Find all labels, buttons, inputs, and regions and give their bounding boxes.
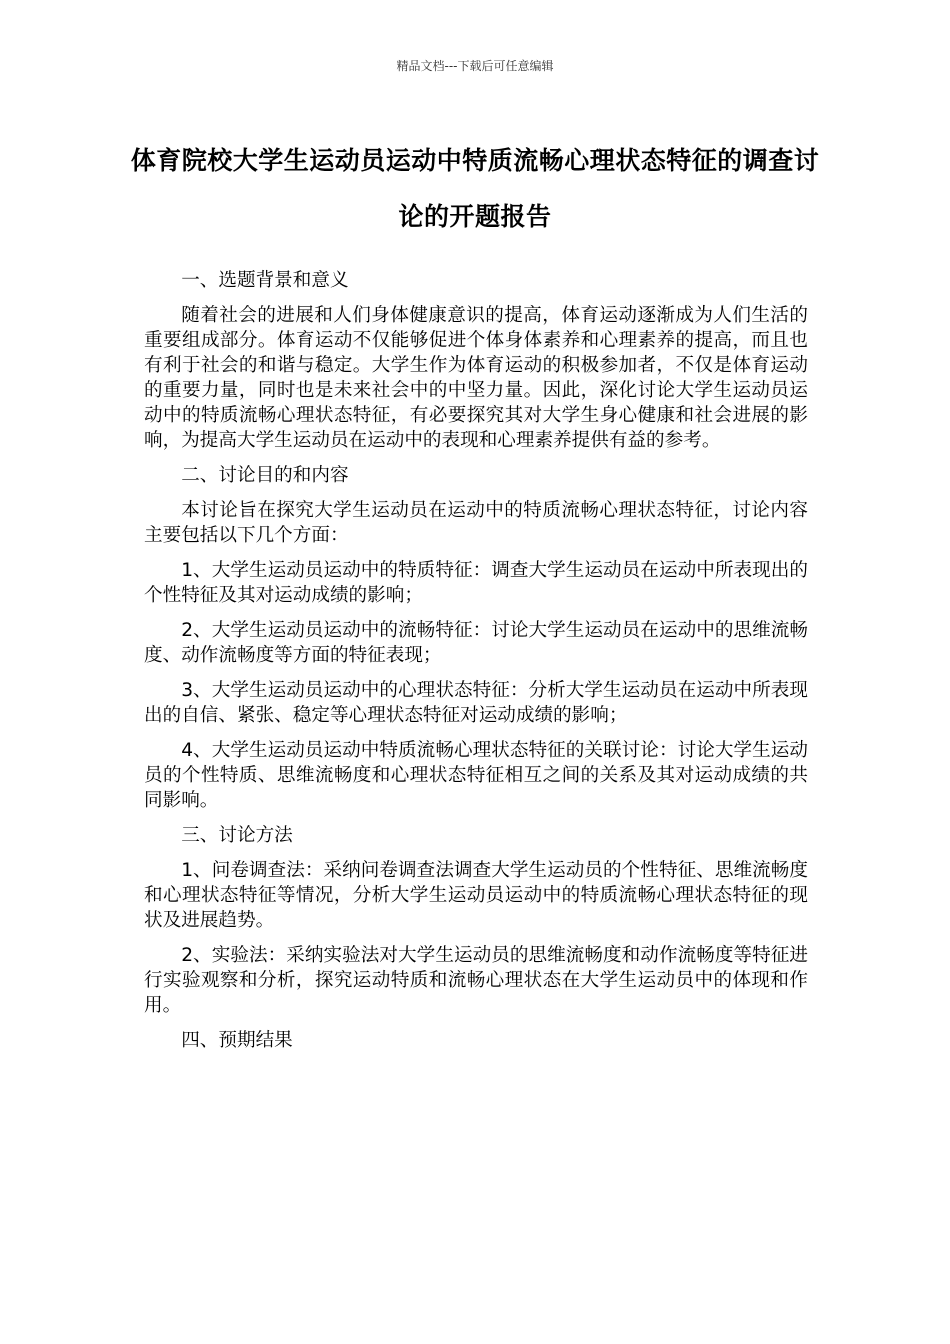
section-heading-purpose: 二、讨论目的和内容 xyxy=(181,465,349,486)
paragraph-background: 随着社会的进展和人们身体健康意识的提高，体育运动逐渐成为人们生活的重要组成部分。体育运动不仅能够促进个体身体素养和心理素养的提高，而且也有利于社会的和谐与稳定。大学生作为体育运动的积极参加者，不仅是体育运动的重要力量，同时也是未来社会中的中坚力量。因此，深化讨论大学生运动员运动中的特质流畅心理状态特征，有必要探究其对大学生身心健康和社会进展的影响，为提高大学生运动员在运动中的表现和心理素养提供有益的参考。 xyxy=(144,305,808,451)
list-item-purpose-3: 3、大学生运动员运动中的心理状态特征：分析大学生运动员在运动中所表现出的自信、紧张、稳定等心理状态特征对运动成绩的影响； xyxy=(144,680,808,726)
document-body xyxy=(144,268,808,1063)
section-heading-methods: 三、讨论方法 xyxy=(181,825,293,846)
list-item-purpose-4: 4、大学生运动员运动中特质流畅心理状态特征的关联讨论：讨论大学生运动员的个性特质、思维流畅度和心理状态特征相互之间的关系及其对运动成绩的共同影响。 xyxy=(144,740,808,811)
section-heading-expected-results: 四、预期结果 xyxy=(181,1030,293,1051)
list-item-purpose-1: 1、大学生运动员运动中的特质特征：调查大学生运动员在运动中所表现出的个性特征及其对运动成绩的影响； xyxy=(144,560,808,606)
list-item-method-1: 1、问卷调查法：采纳问卷调查法调查大学生运动员的个性特征、思维流畅度和心理状态特征等情况，分析大学生运动员运动中的特质流畅心理状态特征的现状及进展趋势。 xyxy=(144,860,808,931)
header-note: 精品文档---下载后可任意编辑 xyxy=(396,59,554,73)
document-title: 体育院校大学生运动员运动中特质流畅心理状态特征的调查讨论的开题报告 xyxy=(130,146,820,231)
section-heading-background: 一、选题背景和意义 xyxy=(181,270,349,291)
paragraph-purpose-intro: 本讨论旨在探究大学生运动员在运动中的特质流畅心理状态特征，讨论内容主要包括以下几个方面： xyxy=(144,500,808,546)
list-item-purpose-2: 2、大学生运动员运动中的流畅特征：讨论大学生运动员在运动中的思维流畅度、动作流畅度等方面的特征表现； xyxy=(144,620,808,666)
list-item-method-2: 2、实验法：采纳实验法对大学生运动员的思维流畅度和动作流畅度等特征进行实验观察和分析，探究运动特质和流畅心理状态在大学生运动员中的体现和作用。 xyxy=(144,945,808,1016)
